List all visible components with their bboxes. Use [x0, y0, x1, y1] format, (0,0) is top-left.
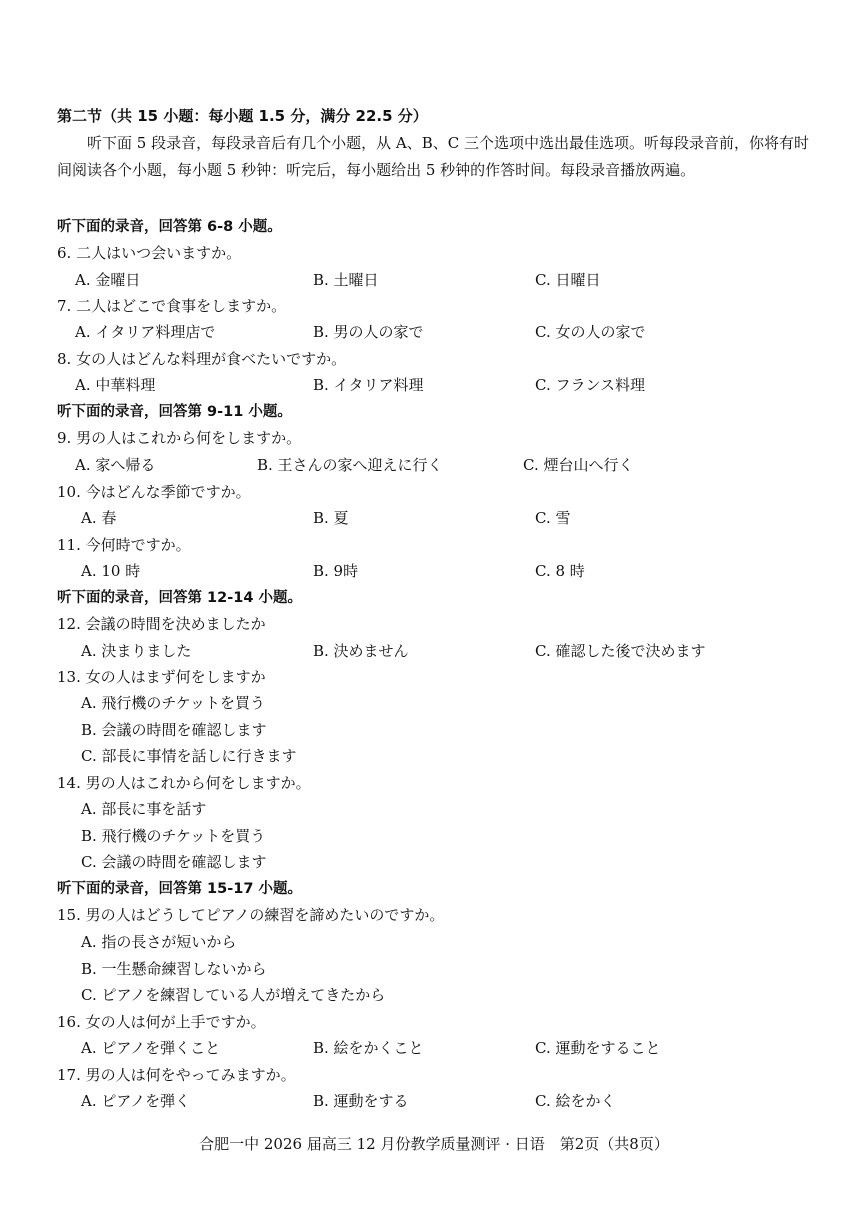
question-stem: 8. 女の人はどんな料理が食べたいですか。 — [57, 350, 347, 368]
option-b: B. 会議の時間を確認します — [81, 721, 267, 739]
option-b: B. 男の人の家で — [313, 323, 424, 341]
option-b: B. イタリア料理 — [313, 376, 424, 394]
group-header: 听下面的录音，回答第 6-8 小题。 — [57, 219, 282, 235]
option-a: A. 飛行機のチケットを買う — [81, 694, 266, 712]
question-stem: 10. 今はどんな季節ですか。 — [57, 483, 251, 501]
option-b: B. 絵をかくこと — [313, 1039, 424, 1057]
option-b: B. 9時 — [313, 562, 359, 580]
question-stem: 9. 男の人はこれから何をしますか。 — [57, 429, 302, 447]
group-header: 听下面的录音，回答第 9-11 小题。 — [57, 404, 292, 420]
page-footer: 合肥一中 2026 届高三 12 月份教学质量测评 · 日语 第2页（共8页） — [199, 1135, 669, 1153]
question-stem: 7. 二人はどこで食事をしますか。 — [57, 297, 287, 315]
option-c: C. 絵をかく — [535, 1092, 616, 1110]
option-c: C. 運動をすること — [535, 1039, 661, 1057]
question-stem: 12. 会議の時間を決めましたか — [57, 615, 266, 633]
option-c: C. フランス料理 — [535, 376, 646, 394]
option-b: B. 一生懸命練習しないから — [81, 960, 267, 978]
option-b: B. 飛行機のチケットを買う — [81, 827, 266, 845]
option-a: A. ピアノを弾く — [81, 1092, 191, 1110]
option-c: C. 8 時 — [535, 562, 585, 580]
group-header: 听下面的录音，回答第 15-17 小题。 — [57, 881, 302, 897]
question-stem: 6. 二人はいつ会いますか。 — [57, 244, 242, 262]
option-b: B. 土曜日 — [313, 271, 379, 289]
option-a: A. ピアノを弾くこと — [81, 1039, 221, 1057]
section-title: 第二节（共 15 小题：每小题 1.5 分，满分 22.5 分） — [57, 107, 428, 125]
option-b: B. 王さんの家へ迎えに行く — [257, 456, 443, 474]
option-a: A. 中華料理 — [75, 376, 156, 394]
question-stem: 16. 女の人は何が上手ですか。 — [57, 1013, 266, 1031]
option-b: B. 運動をする — [313, 1092, 409, 1110]
question-stem: 13. 女の人はまず何をしますか — [57, 668, 266, 686]
option-c: C. 日曜日 — [535, 271, 601, 289]
option-a: A. 指の長さが短いから — [81, 933, 237, 951]
question-stem: 17. 男の人は何をやってみますか。 — [57, 1066, 296, 1084]
question-stem: 14. 男の人はこれから何をしますか。 — [57, 774, 311, 792]
option-c: C. 女の人の家で — [535, 323, 646, 341]
group-header: 听下面的录音，回答第 12-14 小题。 — [57, 590, 302, 606]
option-b: B. 決めません — [313, 642, 409, 660]
option-c: C. 確認した後で決めます — [535, 642, 706, 660]
option-c: C. ピアノを練習している人が増えてきたから — [81, 986, 386, 1004]
option-c: C. 煙台山へ行く — [523, 456, 634, 474]
option-a: A. 10 時 — [81, 562, 141, 580]
question-stem: 11. 今何時ですか。 — [57, 536, 191, 554]
question-stem: 15. 男の人はどうしてピアノの練習を諦めたいのですか。 — [57, 906, 445, 924]
option-c: C. 会議の時間を確認します — [81, 853, 267, 871]
option-a: A. 部長に事を話す — [81, 800, 207, 818]
option-c: C. 雪 — [535, 509, 571, 527]
option-a: A. 春 — [81, 509, 117, 527]
option-a: A. 金曜日 — [75, 271, 141, 289]
option-a: A. イタリア料理店で — [75, 323, 216, 341]
option-c: C. 部長に事情を話しに行きます — [81, 747, 297, 765]
option-a: A. 決まりました — [81, 642, 192, 660]
section-instructions: 听下面 5 段录音，每段录音后有几个小题，从 A、B、C 三个选项中选出最佳选项。听每段录音前，你将有时间阅读各个小题，每小题 5 秒钟：听完后，每小题给出 5 秒钟的作答时间。每段录音播放两遍。 — [57, 134, 809, 179]
option-a: A. 家へ帰る — [75, 456, 156, 474]
option-b: B. 夏 — [313, 509, 349, 527]
